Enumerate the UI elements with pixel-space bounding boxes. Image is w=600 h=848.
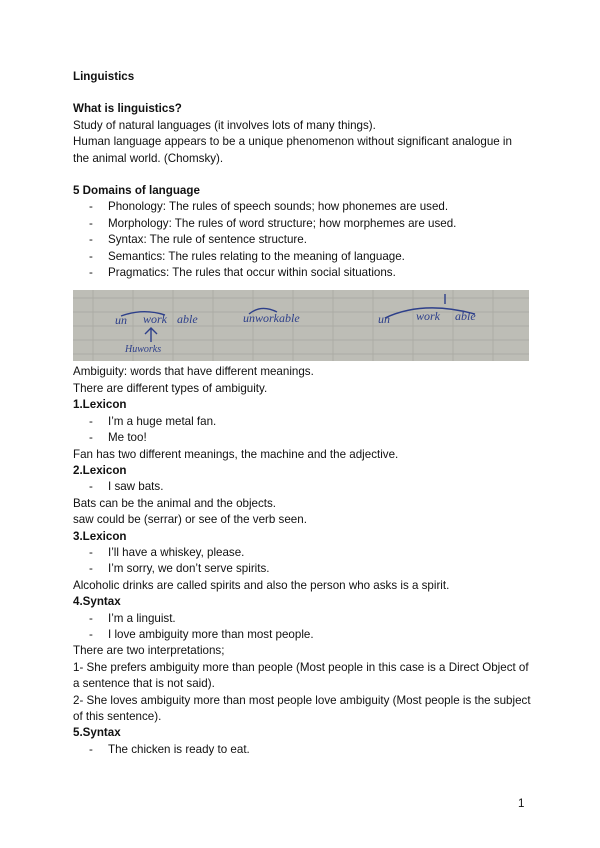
- subheading-lexicon-2: 2.Lexicon: [73, 463, 127, 477]
- paragraph-line: There are two interpretations;: [73, 644, 225, 658]
- example-list: [73, 414, 531, 447]
- paragraph-line: There are different types of ambiguity.: [73, 381, 268, 395]
- handwritten-word: un: [115, 313, 127, 328]
- subheading-lexicon-1: 1.Lexicon: [73, 398, 127, 412]
- subheading-syntax-5: 5.Syntax: [73, 726, 121, 740]
- example-list: [73, 479, 531, 495]
- list-item: - The chicken is ready to eat.: [73, 742, 531, 758]
- document-title: Linguistics: [73, 70, 135, 83]
- example-list: [73, 545, 531, 578]
- section-heading-domains: 5 Domains of language: [73, 184, 200, 198]
- subheading-syntax-4: 4.Syntax: [73, 595, 121, 609]
- list-item: - Morphology: The rules of word structure; how morphemes are used.: [73, 216, 531, 232]
- handwritten-word: work: [143, 312, 167, 327]
- subheading-lexicon-3: 3.Lexicon: [73, 529, 127, 543]
- paragraph-line: Bats can be the animal and the objects.: [73, 496, 277, 510]
- list-item: - I love ambiguity more than most people.: [73, 627, 531, 643]
- example-list: [73, 742, 531, 758]
- list-item: - Phonology: The rules of speech sounds; how phonemes are used.: [73, 199, 531, 215]
- handwritten-word: able: [177, 312, 198, 327]
- paragraph-line: Study of natural languages (it involves lots of many things).: [73, 118, 376, 132]
- list-item: - I’m a huge metal fan.: [73, 414, 531, 430]
- list-item: - I’m a linguist.: [73, 611, 531, 627]
- handwritten-morphology-photo: [73, 290, 529, 361]
- spacer: [73, 167, 531, 183]
- handwritten-word: un: [378, 312, 390, 327]
- paragraph-line: Fan has two different meanings, the machine and the adjective.: [73, 447, 399, 461]
- list-item: - I’ll have a whiskey, please.: [73, 545, 531, 561]
- paragraph-line: Ambiguity: words that have different meanings.: [73, 365, 314, 379]
- example-list: [73, 611, 531, 644]
- paragraph-line: Alcoholic drinks are called spirits and also the person who asks is a spirit.: [73, 578, 450, 592]
- paragraph-line: 1- She prefers ambiguity more than people (Most people in this case is a Direct Object of a sentence that is not said).: [73, 660, 529, 691]
- handwritten-word: unworkable: [243, 311, 300, 326]
- paragraph-line: Human language appears to be a unique phenomenon without significant analogue in the animal world. (Chomsky).: [73, 135, 512, 165]
- list-item: - Semantics: The rules relating to the meaning of language.: [73, 249, 531, 265]
- list-item: - Syntax: The rule of sentence structure.: [73, 232, 531, 248]
- page-number: 1: [518, 797, 525, 810]
- handwritten-word: work: [416, 309, 440, 324]
- paragraph-line: saw could be (serrar) or see of the verb seen.: [73, 513, 307, 527]
- list-item: - I saw bats.: [73, 479, 531, 495]
- section-heading-what-is-linguistics: What is linguistics?: [73, 102, 182, 116]
- document-body: [73, 69, 531, 758]
- paragraph-line: 2- She loves ambiguity more than most people love ambiguity (Most people is the subject of this sentence).: [73, 693, 531, 723]
- handwritten-word: Huworks: [125, 344, 162, 356]
- list-item: - Pragmatics: The rules that occur within social situations.: [73, 265, 531, 281]
- handwritten-word: able: [455, 309, 476, 324]
- list-item: - Me too!: [73, 430, 531, 446]
- domains-list: [73, 199, 531, 281]
- list-item: - I’m sorry, we don’t serve spirits.: [73, 561, 531, 577]
